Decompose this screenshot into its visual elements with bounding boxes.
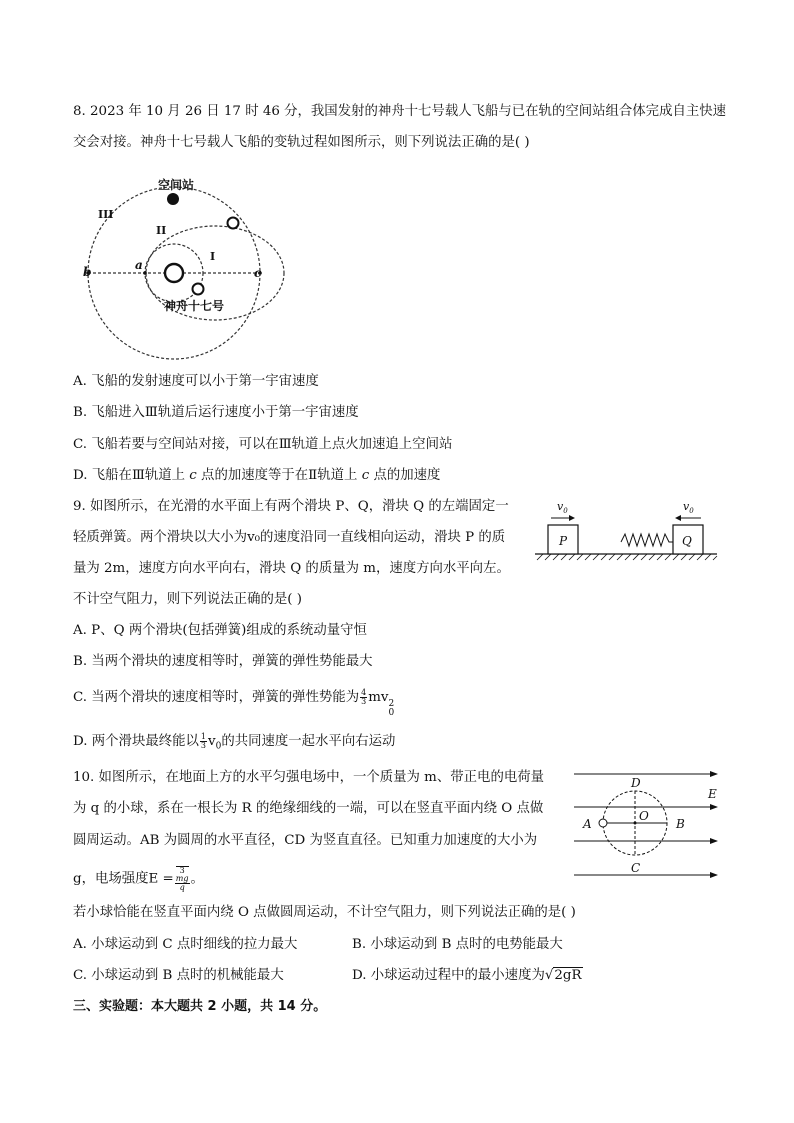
q8-option-a: A. 飞船的发射速度可以小于第一宇宙速度 bbox=[73, 374, 319, 389]
label-b: B bbox=[676, 817, 685, 831]
label-station: 空间站 bbox=[158, 178, 195, 192]
section-3-heading: 三、实验题：本大题共 2 小题，共 14 分。 bbox=[73, 999, 327, 1014]
label-q: Q bbox=[682, 534, 692, 548]
q8-orbit-diagram bbox=[80, 176, 280, 326]
q9-option-d: D. 两个滑块最终能以 $\frac{1}{3}$ $v_0$的共同速度一起水平向右运动 bbox=[73, 732, 396, 752]
q10-option-d: D. 小球运动过程中的最小速度为√2gR bbox=[352, 968, 582, 983]
q9-option-a: A. P、Q 两个滑块(包括弹簧)组成的系统动量守恒 bbox=[73, 623, 367, 638]
q10-field-diagram bbox=[572, 768, 722, 883]
label-a: a bbox=[135, 258, 143, 272]
label-orbit-1: I bbox=[210, 250, 216, 263]
label-orbit-3: III bbox=[98, 208, 114, 221]
q10-option-a: A. 小球运动到 C 点时细线的拉力最大 bbox=[73, 937, 298, 952]
q10-stem-line2: 为 q 的小球，系在一根长为 R 的绝缘细线的一端，可以在竖直平面内绕 O 点做 bbox=[73, 801, 544, 816]
q9-stem-line4: 不计空气阻力，则下列说法正确的是( ) bbox=[73, 592, 302, 607]
label-a: A bbox=[583, 817, 592, 831]
q9-stem-line1: 9. 如图所示，在光滑的水平面上有两个滑块 P、Q，滑块 Q 的左端固定一 bbox=[73, 499, 509, 514]
q9-option-c: C. 当两个滑块的速度相等时，弹簧的弹性势能为 $\frac{4}{3}$ mv 2 0 bbox=[73, 688, 395, 718]
q9-slider-diagram bbox=[535, 496, 720, 566]
craft-inner bbox=[193, 284, 204, 295]
label-e: E bbox=[708, 787, 717, 801]
q10-stem-line4: g，电场强度E = 3 mg q 。 bbox=[73, 866, 204, 892]
label-craft: 神舟十七号 bbox=[164, 299, 225, 313]
label-o: O bbox=[639, 809, 649, 823]
spring bbox=[621, 534, 673, 546]
label-vp: $v_0$ bbox=[557, 500, 568, 515]
q9-stem-line3: 量为 2m，速度方向水平向右，滑块 Q 的质量为 m，速度方向水平向左。 bbox=[73, 561, 510, 576]
q9-stem-line2: 轻质弹簧。两个滑块以大小为v₀的速度沿同一直线相向运动，滑块 P 的质 bbox=[73, 530, 506, 545]
craft-outer bbox=[228, 218, 239, 229]
label-c: c bbox=[254, 266, 262, 280]
q9-option-b: B. 当两个滑块的速度相等时，弹簧的弹性势能最大 bbox=[73, 654, 373, 669]
q8-option-d: D. 飞船在Ⅲ轨道上 c 点的加速度等于在Ⅱ轨道上 c 点的加速度 bbox=[73, 468, 441, 483]
q10-stem-line1: 10. 如图所示，在地面上方的水平匀强电场中，一个质量为 m、带正电的电荷量 bbox=[73, 770, 545, 785]
station bbox=[167, 193, 179, 205]
q8-stem-line2: 交会对接。神舟十七号载人飞船的变轨过程如图所示，则下列说法正确的是( ) bbox=[73, 135, 530, 150]
q10-option-b: B. 小球运动到 B 点时的电势能最大 bbox=[352, 937, 563, 952]
label-orbit-2: II bbox=[156, 224, 167, 237]
q10-stem-line5: 若小球恰能在竖直平面内绕 O 点做圆周运动，不计空气阻力，则下列说法正确的是( ) bbox=[73, 905, 576, 920]
q10-stem-line3: 圆周运动。AB 为圆周的水平直径，CD 为竖直直径。已知重力加速度的大小为 bbox=[73, 833, 538, 848]
earth bbox=[165, 264, 183, 282]
label-vq: $v_0$ bbox=[683, 500, 694, 515]
label-b: b bbox=[83, 265, 92, 279]
q8-option-b: B. 飞船进入Ⅲ轨道后运行速度小于第一宇宙速度 bbox=[73, 405, 359, 420]
ball bbox=[599, 819, 607, 827]
label-c: C bbox=[631, 861, 641, 875]
label-d: D bbox=[631, 776, 641, 790]
q8-option-c: C. 飞船若要与空间站对接，可以在Ⅲ轨道上点火加速追上空间站 bbox=[73, 437, 453, 452]
q10-option-c: C. 小球运动到 B 点时的机械能最大 bbox=[73, 968, 284, 983]
label-p: P bbox=[559, 534, 568, 548]
q8-stem-line1: 8. 2023 年 10 月 26 日 17 时 46 分，我国发射的神舟十七号载人飞船与已在轨的空间站组合体完成自主快速 bbox=[73, 104, 727, 119]
